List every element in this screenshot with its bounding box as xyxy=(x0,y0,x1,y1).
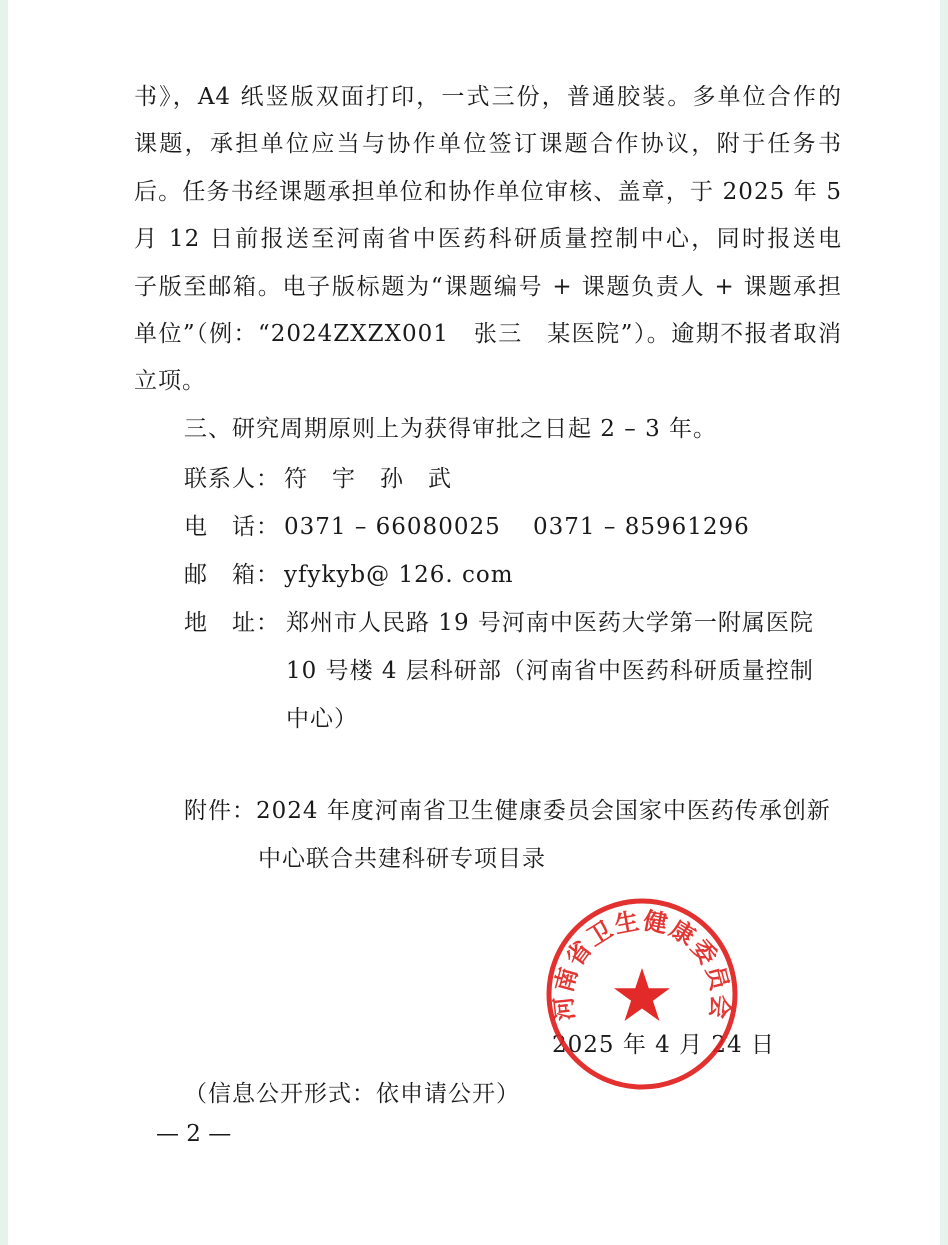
research-period-item: 三、研究周期原则上为获得审批之日起 2 – 3 年。 xyxy=(184,415,718,442)
paragraph-line: 课题，承担单位应当与协作单位签订课题合作协议，附于任务书 xyxy=(134,131,842,158)
contact-person-label: 联系人： xyxy=(184,466,280,492)
contact-person-row xyxy=(184,460,452,493)
address-line: 10 号楼 4 层科研部（河南省中医药科研质量控制 xyxy=(286,658,814,684)
paragraph-line: 后。任务书经课题承担单位和协作单位审核、盖章，于 2025 年 5 xyxy=(134,178,842,205)
email-label: 邮 箱： xyxy=(184,562,280,588)
issue-date: 2025 年 4 月 24 日 xyxy=(552,1032,775,1058)
paragraph-line: 月 12 日前报送至河南省中医药科研质量控制中心，同时报送电 xyxy=(134,226,842,253)
body-paragraph xyxy=(134,74,842,453)
disclosure-note: （信息公开形式：依申请公开） xyxy=(184,1081,520,1107)
attachment-line xyxy=(184,792,831,825)
document-page xyxy=(8,0,940,1245)
address-row xyxy=(184,604,284,637)
address-line: 郑州市人民路 19 号河南中医药大学第一附属医院 xyxy=(286,610,814,636)
seal-text: 河南省卫生健康委员会 xyxy=(548,905,736,1023)
paragraph-line: 书》，A4 纸竖版双面打印，一式三份，普通胶装。多单位合作的 xyxy=(134,84,842,110)
address-line: 中心） xyxy=(286,706,358,732)
email-row xyxy=(184,556,514,589)
attachment-title: 2024 年度河南省卫生健康委员会国家中医药传承创新 xyxy=(256,798,831,824)
address-label: 地 址： xyxy=(184,610,280,636)
phone-row xyxy=(184,508,750,541)
phone-value: 0371 – 66080025 0371 – 85961296 xyxy=(284,514,750,540)
page-number: — 2 — xyxy=(156,1121,232,1147)
seal-star-icon xyxy=(614,968,670,1021)
attachment-label: 附件： xyxy=(184,798,256,824)
paragraph-line: 单位”（例：“2024ZXZX001 张三 某医院”）。逾期不报者取消 xyxy=(134,320,842,347)
official-seal xyxy=(544,896,740,1092)
contact-person-value: 符 宇 孙 武 xyxy=(284,466,452,492)
phone-label: 电 话： xyxy=(184,514,280,540)
paragraph-line: 立项。 xyxy=(134,368,206,395)
paragraph-line: 子版至邮箱。电子版标题为“课题编号 + 课题负责人 + 课题承担 xyxy=(134,273,842,300)
email-value: yfykyb@ 126. com xyxy=(284,562,514,588)
attachment-title-cont: 中心联合共建科研专项目录 xyxy=(258,846,546,872)
